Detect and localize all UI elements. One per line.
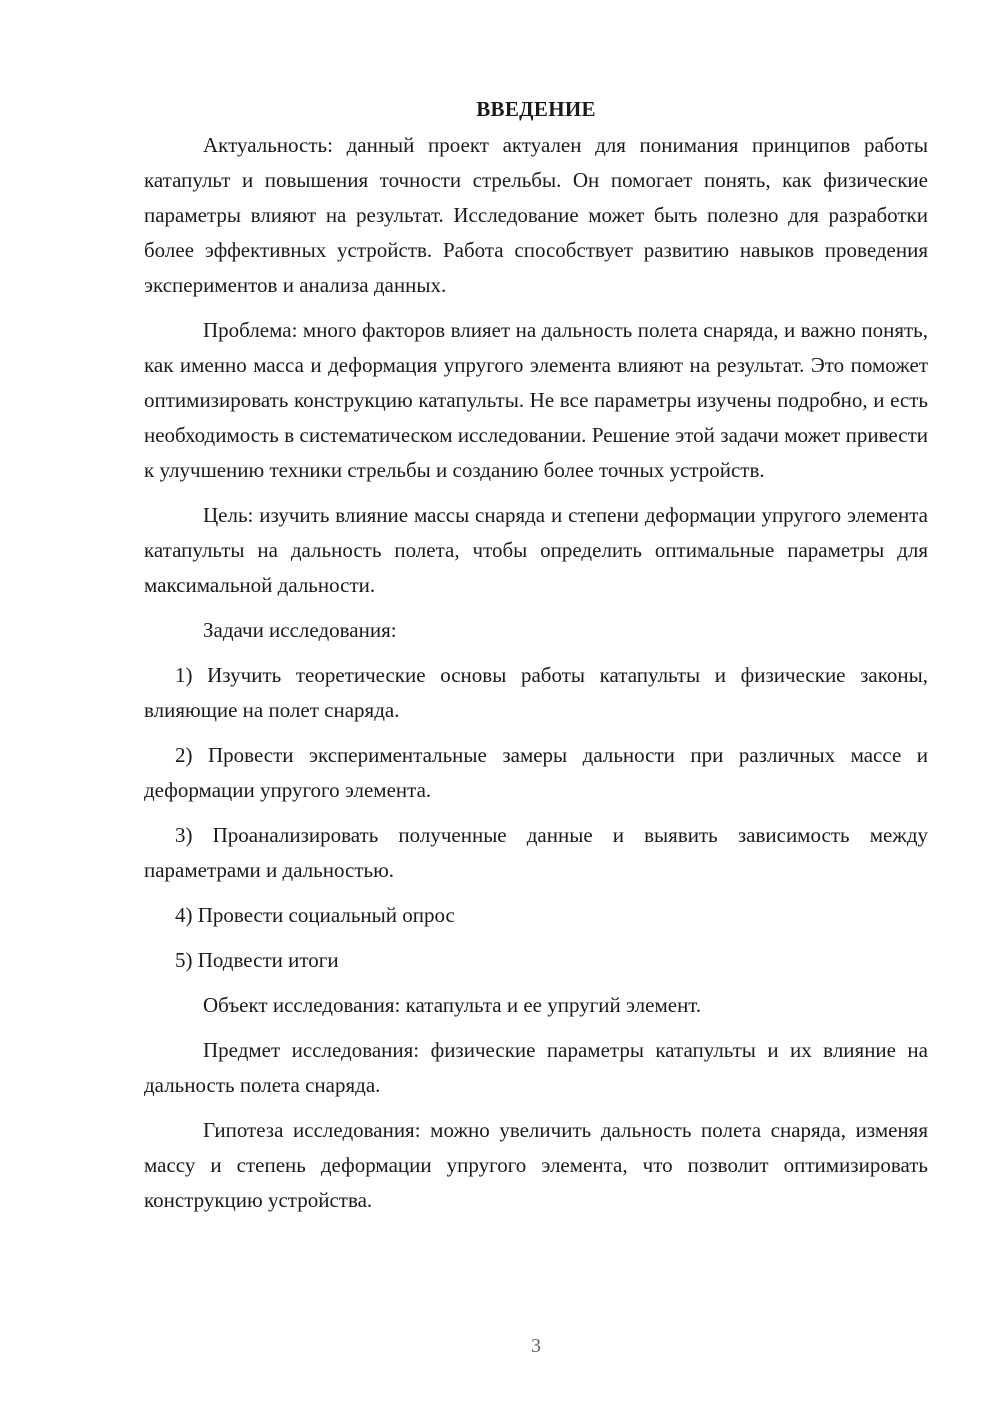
page-content: [144, 92, 928, 1228]
task-item-5: 5) Подвести итоги: [175, 948, 339, 972]
paragraph-problem: Проблема: много факторов влияет на дальность полета снаряда, и важно понять, как именно масса и деформация упругого элемента влияют на результат. Это поможет оптимизировать конструкцию катапульты. Не все параметры изучены подробно, и есть необходимость в систематическом исследовании. Решение этой задачи может привести к улучшению техники стрельбы и созданию более точных устройств.: [144, 318, 928, 482]
paragraph-hypothesis: Гипотеза исследования: можно увеличить дальность полета снаряда, изменяя массу и степень деформации упругого элемента, что позволит оптимизировать конструкцию устройства.: [144, 1118, 928, 1212]
task-item-2: 2) Провести экспериментальные замеры дальности при различных массе и деформации упругого элемента.: [144, 743, 928, 802]
section-heading: ВВЕДЕНИЕ: [476, 97, 596, 121]
task-item-4: 4) Провести социальный опрос: [175, 903, 455, 927]
paragraph-subject: Предмет исследования: физические параметры катапульты и их влияние на дальность полета снаряда.: [144, 1038, 928, 1097]
paragraph-object: Объект исследования: катапульта и ее упругий элемент.: [203, 993, 702, 1017]
page-number: 3: [531, 1335, 541, 1357]
task-item-3: 3) Проанализировать полученные данные и выявить зависимость между параметрами и дальностью.: [144, 823, 928, 882]
paragraph-goal: Цель: изучить влияние массы снаряда и степени деформации упругого элемента катапульты на дальность полета, чтобы определить оптимальные параметры для максимальной дальности.: [144, 503, 928, 597]
task-item-1: 1) Изучить теоретические основы работы катапульты и физические законы, влияющие на полет снаряда.: [144, 663, 928, 722]
paragraph-tasks-title: Задачи исследования:: [203, 618, 397, 642]
paragraph-relevance: Актуальность: данный проект актуален для понимания принципов работы катапульт и повышения точности стрельбы. Он помогает понять, как физические параметры влияют на результат. Исследование может быть полезно для разработки более эффективных устройств. Работа способствует развитию навыков проведения экспериментов и анализа данных.: [144, 133, 928, 297]
